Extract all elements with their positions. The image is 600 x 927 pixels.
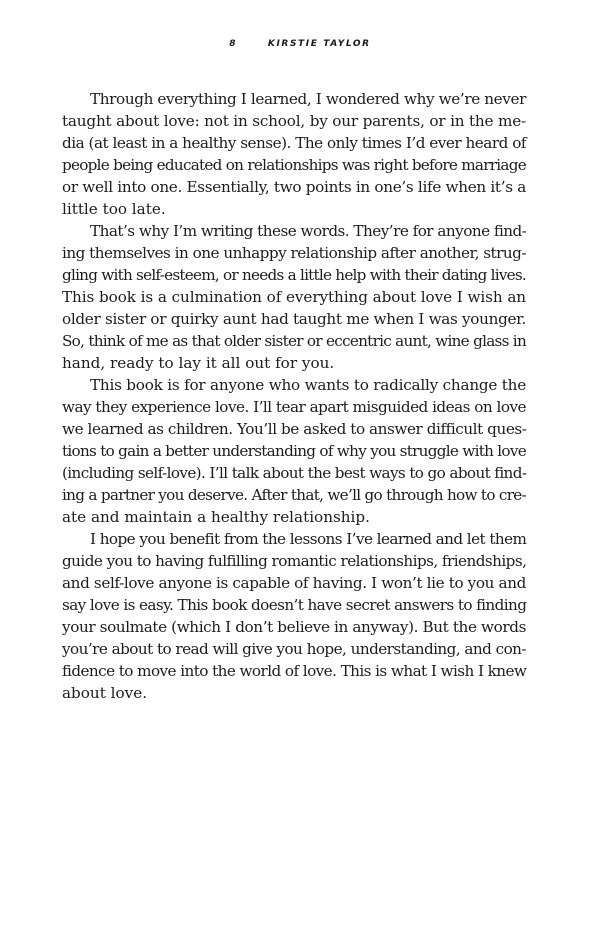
- text-line: (including self-love). I’ll talk about the best ways to go about find-: [62, 464, 527, 482]
- text-line: or well into one. Essentially, two points in one’s life when it’s a: [62, 178, 526, 196]
- running-head-author: KIRSTIE TAYLOR: [267, 39, 371, 49]
- paragraph-4: [62, 528, 526, 704]
- text-line: I hope you benefit from the lessons I’ve learned and let them: [90, 530, 527, 548]
- text-line: tions to gain a better understanding of why you struggle with love: [62, 442, 526, 460]
- text-line: guide you to having fulfilling romantic relationships, friendships,: [62, 552, 527, 570]
- text-line: taught about love: not in school, by our parents, or in the me-: [62, 112, 526, 130]
- text-line: dia (at least in a healthy sense). The only times I’d ever heard of: [62, 134, 526, 152]
- text-line: about love.: [62, 684, 148, 702]
- text-line: way they experience love. I’ll tear apart misguided ideas on love: [62, 398, 526, 416]
- page-number: 8: [229, 39, 238, 49]
- text-line: your soulmate (which I don’t believe in anyway). But the words: [62, 618, 526, 636]
- text-line: ate and maintain a healthy relationship.: [62, 508, 370, 526]
- paragraph-3: [62, 374, 526, 528]
- text-line: So, think of me as that older sister or eccentric aunt, wine glass in: [62, 332, 527, 350]
- text-line: gling with self-esteem, or needs a little help with their dating lives.: [62, 266, 526, 284]
- text-line: older sister or quirky aunt had taught me when I was younger.: [62, 310, 526, 328]
- text-line: That’s why I’m writing these words. They’re for anyone find-: [90, 222, 527, 240]
- text-line: Through everything I learned, I wondered why we’re never: [90, 90, 526, 108]
- text-line: This book is a culmination of everything about love I wish an: [62, 288, 526, 306]
- running-head: [0, 39, 600, 49]
- text-line: we learned as children. You’ll be asked to answer difficult ques-: [62, 420, 527, 438]
- paragraph-2: [62, 220, 526, 374]
- text-line: hand, ready to lay it all out for you.: [62, 354, 335, 372]
- text-line: you’re about to read will give you hope, understanding, and con-: [62, 640, 526, 658]
- text-line: and self-love anyone is capable of having. I won’t lie to you and: [62, 574, 526, 592]
- text-line: fidence to move into the world of love. This is what I wish I knew: [62, 662, 527, 680]
- text-line: This book is for anyone who wants to radically change the: [90, 376, 526, 394]
- body-text: [62, 88, 526, 704]
- text-line: say love is easy. This book doesn’t have secret answers to finding: [62, 596, 527, 614]
- text-line: little too late.: [62, 200, 166, 218]
- paragraph-1: [62, 88, 526, 220]
- text-line: ing themselves in one unhappy relationship after another, strug-: [62, 244, 526, 262]
- text-line: people being educated on relationships was right before marriage: [62, 156, 526, 174]
- text-line: ing a partner you deserve. After that, we’ll go through how to cre-: [62, 486, 526, 504]
